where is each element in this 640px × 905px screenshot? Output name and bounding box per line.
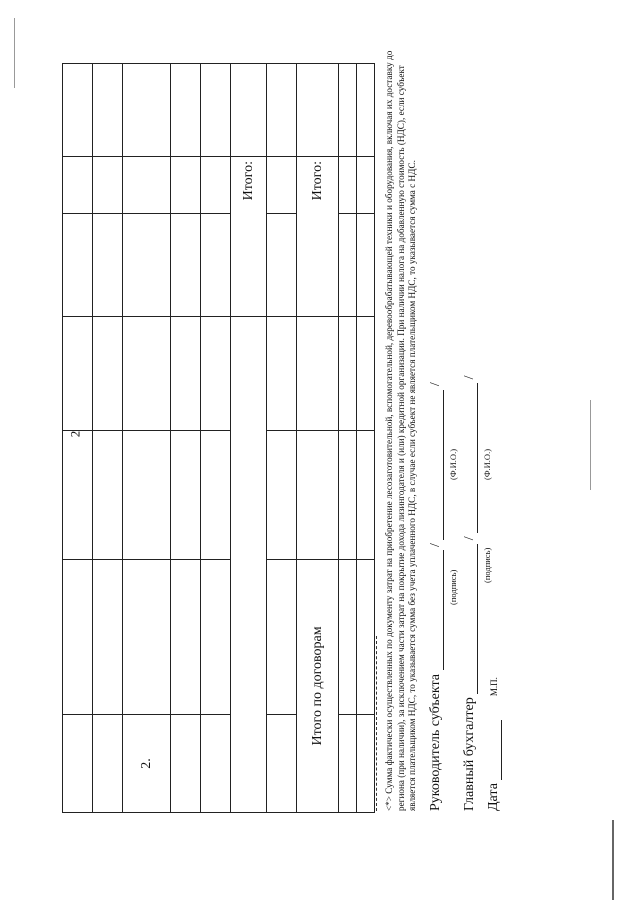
- date-line: [501, 720, 502, 780]
- head-signature-caption: (подпись): [448, 569, 458, 605]
- head-signature-line: [443, 551, 444, 671]
- table-row: [231, 64, 267, 813]
- table-row: [201, 64, 231, 813]
- head-label: Руководитель субъекта: [428, 674, 443, 811]
- table-row: [63, 64, 93, 813]
- row-number: 2.: [123, 714, 171, 812]
- accountant-signature-row: Главный бухгалтер / /: [462, 375, 477, 811]
- table-row: [357, 64, 375, 813]
- table-row: [123, 64, 171, 813]
- head-name-caption: (Ф.И.О.): [448, 448, 458, 480]
- stamp-label: М.П.: [489, 677, 499, 697]
- scan-artifact: [612, 820, 614, 900]
- table-row: [267, 64, 297, 813]
- accountant-signature-caption: (подпись): [482, 547, 492, 583]
- itogo-contracts-label: Итого по договорам: [297, 559, 339, 812]
- head-signature-row: Руководитель субъекта / /: [428, 382, 443, 811]
- scan-artifact: [14, 18, 15, 88]
- table-row: [93, 64, 123, 813]
- accountant-name-caption: (Ф.И.О.): [482, 448, 492, 480]
- accountant-name-line: [477, 383, 478, 533]
- table-row: [171, 64, 201, 813]
- scan-artifact: [590, 400, 591, 490]
- footnote-text: <*> Сумма фактически осуществленных по документу затрат на приобретение лесозаготовительной, вспомогательной, деревообрабатывающей техники и оборудования, включая их доставку до региона (при наличии), за исключением части затрат на покрытие дохода лизингодателя и (или) кредитной организации. При наличии налога на добавленную стоимость (НДС), если субъект является плательщиком НДС, то указывается сумма без учета уплаченного НДС, в случае если субъект не является плательщиком НДС, то указывается сумма с НДС.: [384, 50, 417, 811]
- accountant-signature-line: [477, 544, 478, 694]
- costs-table: [62, 63, 374, 813]
- itogo-label-2: Итого:: [297, 157, 339, 317]
- accountant-label: Главный бухгалтер: [462, 697, 477, 811]
- page-number: 2: [67, 430, 83, 438]
- date-row: [486, 677, 502, 811]
- itogo-label-1: Итого:: [231, 157, 267, 317]
- footnote-separator: [376, 636, 377, 811]
- table-row: [297, 64, 339, 813]
- head-name-line: [443, 390, 444, 540]
- date-label: Дата: [486, 783, 501, 811]
- table-row: [339, 64, 357, 813]
